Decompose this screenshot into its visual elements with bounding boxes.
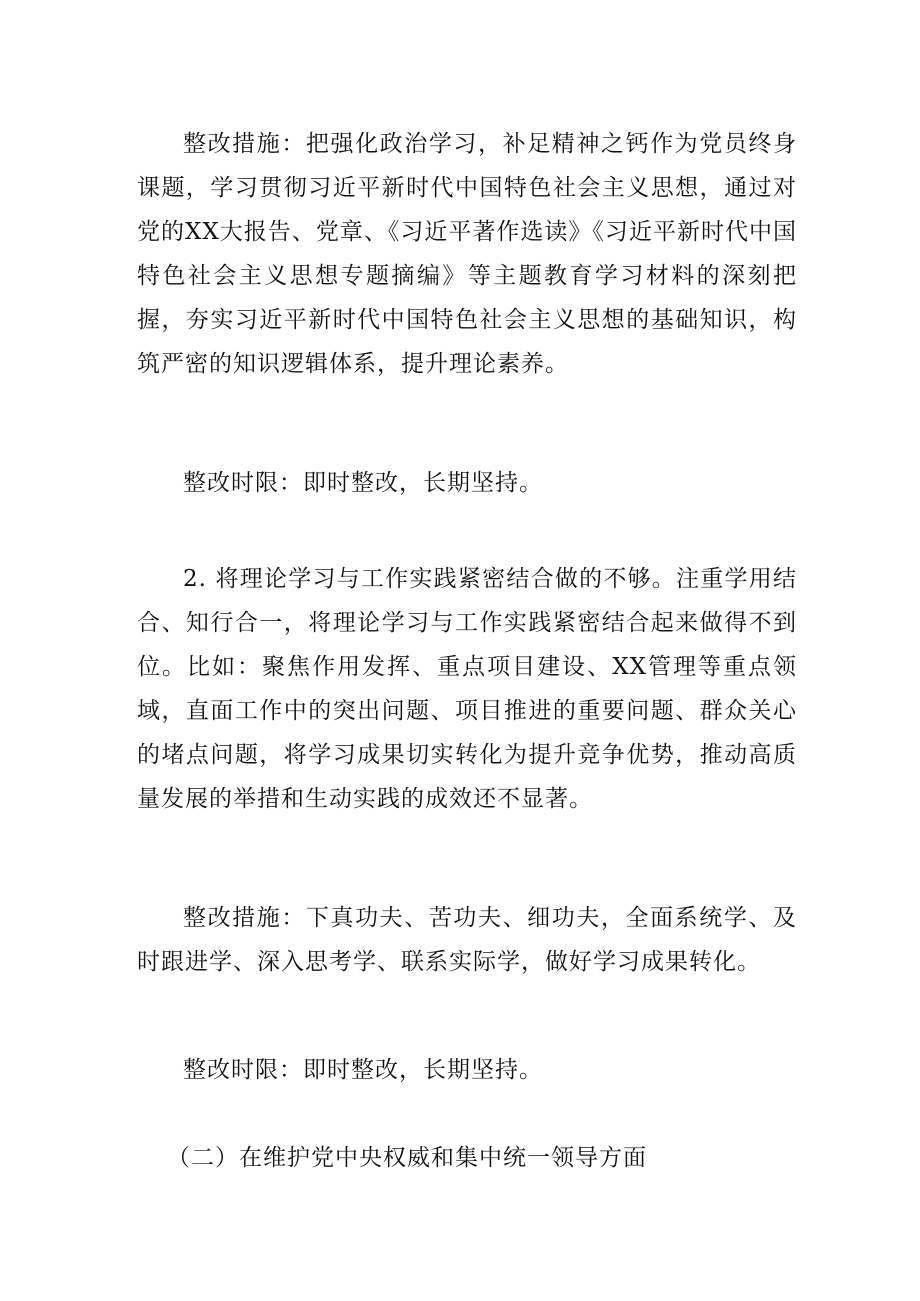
paragraph-rectification-deadline-2: 整改时限：即时整改，长期坚持。 <box>183 1057 543 1083</box>
paragraph-rectification-measures-2: 整改措施：下真功夫、苦功夫、细功夫，全面系统学、及时跟进学、深入思考学、联系实际学，做好学习成果转化。 <box>137 905 797 975</box>
paragraph-issue-2: 2. 将理论学习与工作实践紧密结合做的不够。注重学用结合、知行合一，将理论学习与工作实践紧密结合起来做得不到位。比如：聚焦作用发挥、重点项目建设、XX管理等重点领域，直面工作中的突出问题、项目推进的重要问题、群众关心的堵点问题，将学习成果切实转化为提升竞争优势，推动高质量发展的举措和生动实践的成效还不显著。 <box>137 566 797 812</box>
paragraph-rectification-deadline-1: 整改时限：即时整改，长期坚持。 <box>183 470 543 496</box>
paragraph-rectification-measures-1: 整改措施：把强化政治学习，补足精神之钙作为党员终身课题，学习贯彻习近平新时代中国特色社会主义思想，通过对党的XX大报告、党章、《习近平著作选读》《习近平新时代中国特色社会主义思想专题摘编》等主题教育学习材料的深刻把握，夯实习近平新时代中国特色社会主义思想的基础知识，构筑严密的知识逻辑体系，提升理论素养。 <box>137 131 797 377</box>
section-heading: （二）在维护党中央权威和集中统一领导方面 <box>167 1145 647 1171</box>
